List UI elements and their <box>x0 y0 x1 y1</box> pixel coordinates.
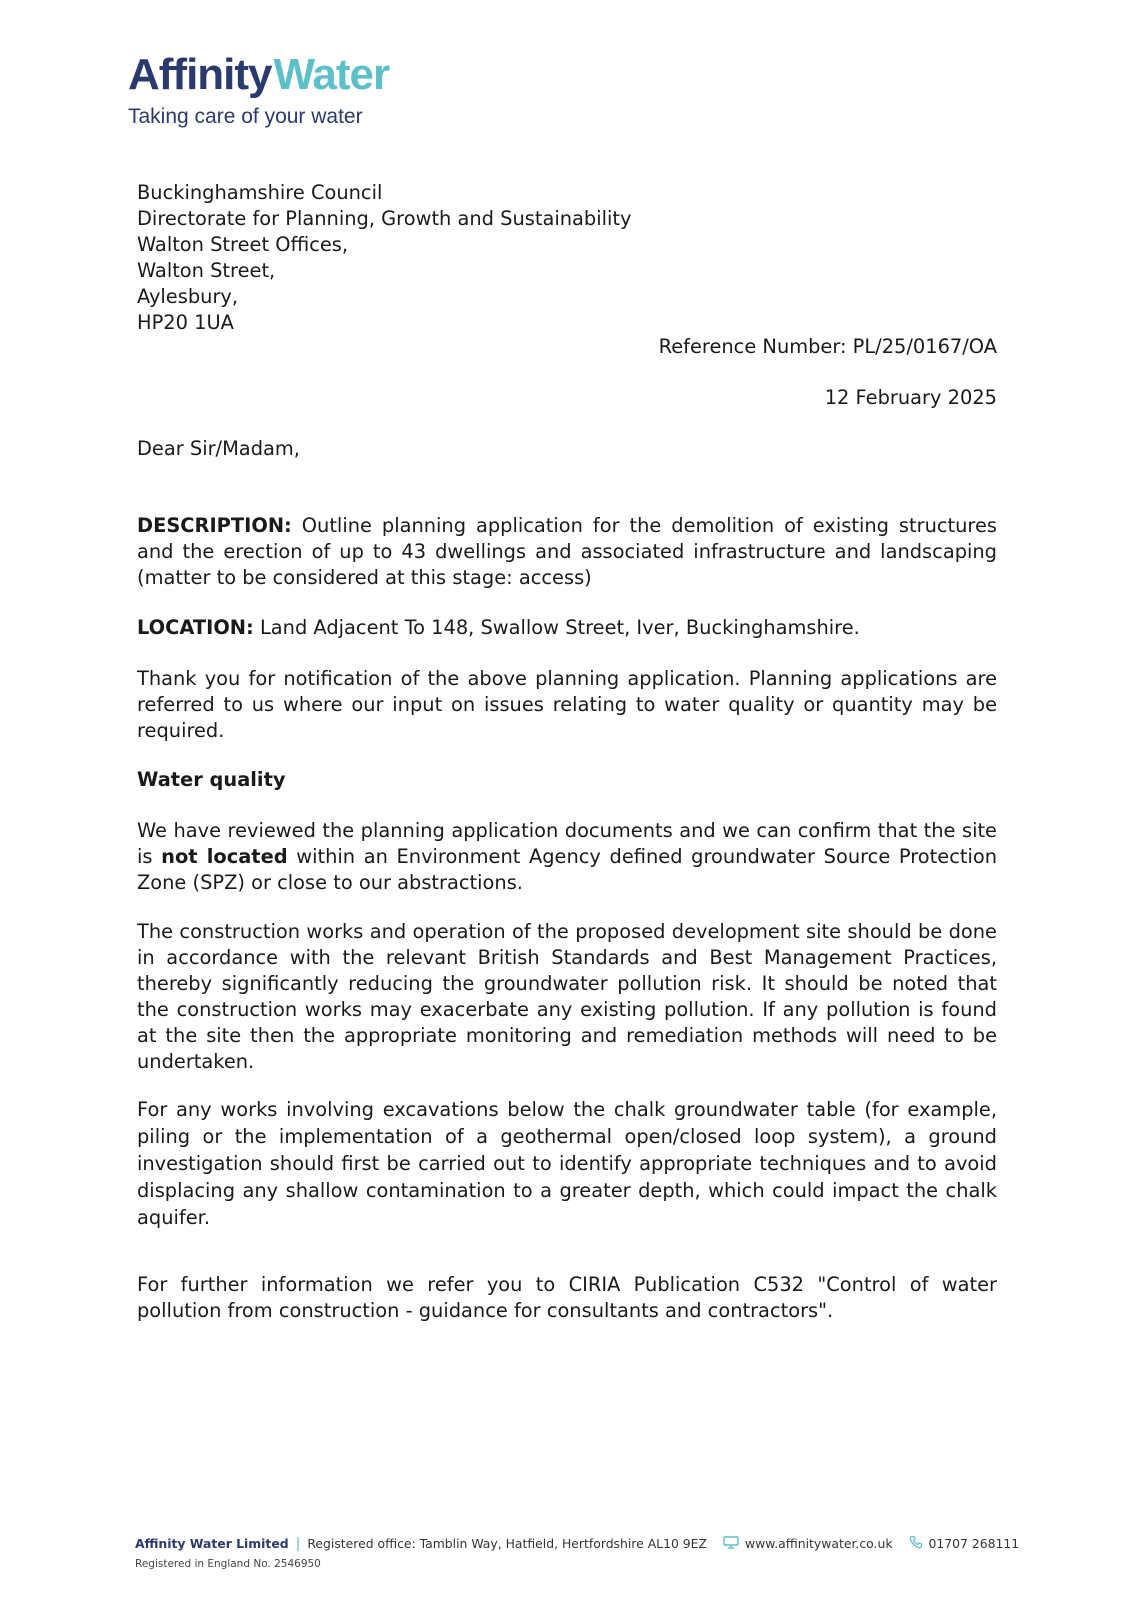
footer-contact-row <box>135 1535 1019 1552</box>
footer-office: Registered office: Tamblin Way, Hatfield, Hertfordshire AL10 9EZ <box>307 1536 707 1551</box>
spz-text-before: We have reviewed the planning application documents and we can confirm that the site is <box>137 819 997 868</box>
logo-word-affinity: Affinity <box>128 50 272 99</box>
description-paragraph <box>137 513 997 591</box>
reference-number: Reference Number: PL/25/0167/OA <box>658 335 997 358</box>
footer-registration: Registered in England No. 2546950 <box>135 1558 321 1570</box>
footer-company: Affinity Water Limited <box>135 1536 289 1551</box>
phone-icon <box>909 1535 923 1552</box>
description-text: Outline planning application for the demolition of existing structures and the erection of up to 43 dwellings and associated infrastructure and landscaping (matter to be considered at this stage: access) <box>137 514 998 589</box>
excavation-paragraph: For any works involving excavations below the chalk groundwater table (for example, piling or the implementation of a geothermal open/closed loop system), a ground investigation should first be carried out to identify appropriate techniques and to avoid displacing any shallow contamination to a greater depth, which could impact the chalk aquifer. <box>137 1098 997 1229</box>
address-line: Directorate for Planning, Growth and Sustainability <box>137 207 632 230</box>
recipient-address <box>137 180 997 336</box>
footer-phone: 01707 268111 <box>928 1536 1020 1551</box>
company-logo <box>128 50 389 129</box>
footer <box>135 1535 1019 1570</box>
logo-wordmark <box>128 50 389 100</box>
address-line: HP20 1UA <box>137 311 234 334</box>
address-line: Aylesbury, <box>137 285 239 308</box>
construction-paragraph: The construction works and operation of the proposed development site should be done in accordance with the relevant British Standards and Best Management Practices, thereby significantly reducing the groundwater pollution risk. It should be noted that the construction works may exacerbate any existing pollution. If any pollution is found at the site then the appropriate monitoring and remediation methods will need to be undertaken. <box>137 920 997 1073</box>
monitor-icon <box>723 1536 739 1552</box>
description-label: DESCRIPTION: <box>137 514 292 537</box>
address-line: Walton Street, <box>137 259 276 282</box>
spz-text-after: within an Environment Agency defined groundwater Source Protection Zone (SPZ) or close to our abstractions. <box>137 845 997 894</box>
ciria-paragraph: For further information we refer you to CIRIA Publication C532 "Control of water pollution from construction - guidance for consultants and contractors". <box>137 1273 997 1322</box>
salutation: Dear Sir/Madam, <box>137 437 300 460</box>
spz-emphasis: not located <box>161 845 288 868</box>
location-label: LOCATION: <box>137 616 254 639</box>
intro-paragraph: Thank you for notification of the above planning application. Planning applications are referred to us where our input on issues relating to water quality or quantity may be required. <box>137 667 997 742</box>
footer-website[interactable]: www.affinitywater.co.uk <box>744 1536 893 1551</box>
address-line: Walton Street Offices, <box>137 233 349 256</box>
logo-word-water: Water <box>273 50 390 99</box>
logo-tagline: Taking care of your water <box>128 105 363 128</box>
location-paragraph <box>137 615 997 641</box>
spz-paragraph <box>137 818 997 896</box>
location-text: Land Adjacent To 148, Swallow Street, Iver, Buckinghamshire. <box>259 616 860 639</box>
address-line: Buckinghamshire Council <box>137 181 383 204</box>
footer-separator: | <box>295 1535 301 1552</box>
section-heading-water-quality: Water quality <box>137 768 286 791</box>
letter-date: 12 February 2025 <box>824 386 997 409</box>
